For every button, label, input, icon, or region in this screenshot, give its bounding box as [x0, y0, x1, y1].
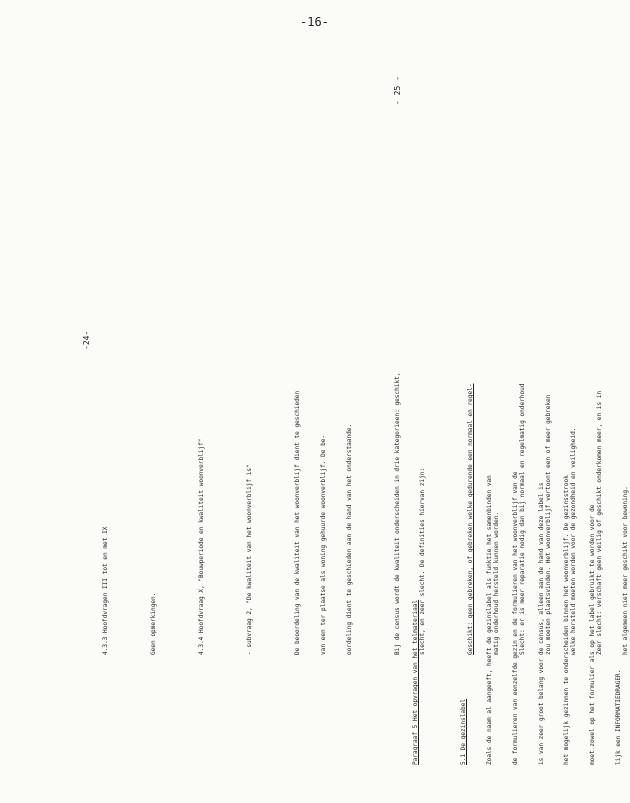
right-line: de formulieren van eenzelfde gezin en de formulieren van het woonverblijf van de — [511, 471, 519, 765]
left-line: Zeer slecht: verschaft geen veilig of geschikt onderkomen meer, en is in — [596, 390, 604, 655]
left-line: welke hersteld moeten worden voor de gezondheid en veiligheid. — [570, 427, 578, 655]
left-line: slecht, en zeer slecht. De definities hiervan zijn: — [419, 467, 427, 655]
left-line: zou moeten plaatsvinden. Het woonverblijf vertoont een of meer gebreken — [544, 394, 552, 655]
left-line: van een ter plaatse als woning gehuurde woonverblijf. De be- — [319, 434, 327, 655]
right-line: is van zeer groot belang voor de census, alleen aan de hand van deze label is — [537, 482, 545, 765]
left-line: Geen opmerkingen. — [150, 592, 158, 655]
left-line: oordeling dient te geschieden aan de hand van het onderstaande. — [345, 423, 353, 655]
right-line: het mogelijk gezinnen te onderscheiden binnen het woonverblijf. De gezinsstrook — [563, 475, 571, 765]
left-line: Geschikt: geen gebreken, of gebreken welke gedurende een normaal en regel- — [467, 383, 475, 655]
left-line: het algemeen niet meer geschikt voor bewoning. — [622, 486, 630, 655]
right-line: lijk een INFORMATIEDRAGER. — [614, 669, 622, 765]
page-number-top: -16- — [300, 15, 329, 29]
left-line: matig onderhoud hersteld kunnen worden. — [493, 511, 501, 655]
left-line: 4.3.3 Hoofdvragen III tot en met IX — [102, 526, 110, 655]
left-line: - subvraag 2, "De kwaliteit van het woonverblijf is" — [246, 464, 254, 655]
left-line: De beoordeling van de kwaliteit van het woonverblijf dient te geschieden — [294, 390, 302, 655]
left-line: 4.3.4 Hoofdvraag X, "Bouwperiode en kwaliteit woonverblijf" — [198, 438, 206, 655]
left-line: Bij de census wordt de kwaliteit onderscheiden in drie kategorieen: geschikt, — [393, 372, 401, 655]
right-line: 5.1 De gezinslabel — [460, 698, 468, 765]
page-number-left: -24- — [82, 330, 91, 350]
right-line: Zoals de naam al aangeeft, heeft de gezinslabel als funktie het samenbinden van — [485, 475, 493, 765]
left-line: Slecht: er is meer reparatie nodig dan bij normaal en regelmatig onderhoud — [518, 383, 526, 655]
right-page-text — [395, 65, 630, 765]
right-line: moet zowel op het formulier als op het label gebruikt te worden voor de — [589, 504, 597, 765]
right-line: Paragraaf 5 Het opvragen van het telmateriaal — [412, 599, 420, 765]
page-number-right: - 25 - — [393, 76, 402, 105]
